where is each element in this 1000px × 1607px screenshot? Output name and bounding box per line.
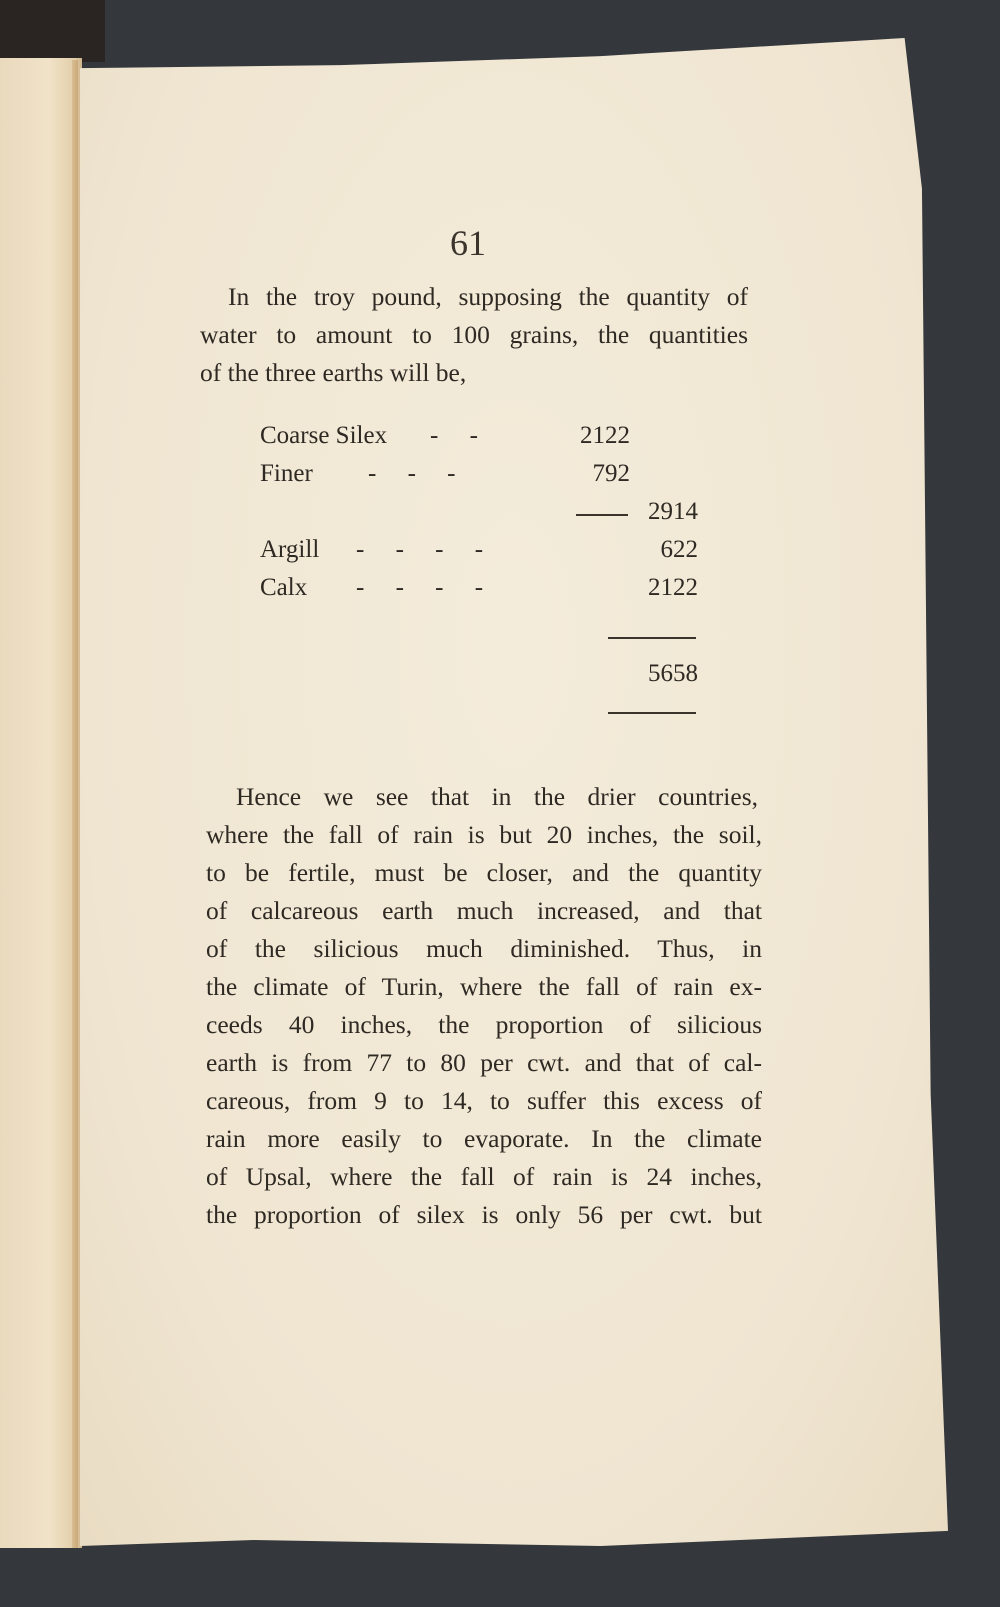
text-line: ceeds 40 inches, the proportion of silicious (206, 1010, 762, 1039)
total-rule-top (608, 637, 696, 639)
row-dashes: - - (430, 422, 478, 449)
row-value: 792 (592, 460, 630, 487)
left-page-edge (0, 58, 82, 1548)
total-value: 5658 (648, 660, 698, 687)
text-line: of calcareous earth much increased, and that (206, 896, 762, 925)
row-dashes: - - - (368, 460, 456, 487)
text-line: the climate of Turin, where the fall of rain ex- (206, 972, 762, 1001)
row-label: Calx (260, 574, 308, 601)
text-line: careous, from 9 to 14, to suffer this excess of (206, 1086, 762, 1115)
text-line: In the troy pound, supposing the quantity of (228, 282, 748, 311)
left-page-gutter (72, 60, 78, 1548)
row-dashes: - - - - (356, 574, 484, 601)
text-line: rain more easily to evaporate. In the climate (206, 1124, 762, 1153)
text-line: earth is from 77 to 80 per cwt. and that of cal- (206, 1048, 762, 1077)
text-line: water to amount to 100 grains, the quantities (200, 320, 748, 349)
text-line: to be fertile, must be closer, and the quantity (206, 858, 762, 887)
row-value: 2122 (648, 574, 698, 601)
row-label: Finer (260, 460, 313, 487)
page-number: 61 (450, 223, 486, 263)
text-line: Hence we see that in the drier countries, (236, 782, 758, 811)
row-label: Coarse Silex (260, 422, 388, 449)
text-line: the proportion of silex is only 56 per cwt. but (206, 1200, 762, 1229)
total-rule-bottom (608, 712, 696, 714)
subtotal-value: 2914 (648, 498, 698, 525)
book-spine-shadow (0, 0, 105, 62)
text-line: of the silicious much diminished. Thus, in (206, 934, 762, 963)
row-value: 622 (660, 536, 698, 563)
row-value: 2122 (580, 422, 630, 449)
text-line: of the three earths will be, (200, 358, 467, 387)
row-label: Argill (260, 536, 320, 563)
text-line: of Upsal, where the fall of rain is 24 inches, (206, 1162, 762, 1191)
row-dashes: - - - - (356, 536, 484, 563)
text-line: where the fall of rain is but 20 inches, the soil, (206, 820, 762, 849)
